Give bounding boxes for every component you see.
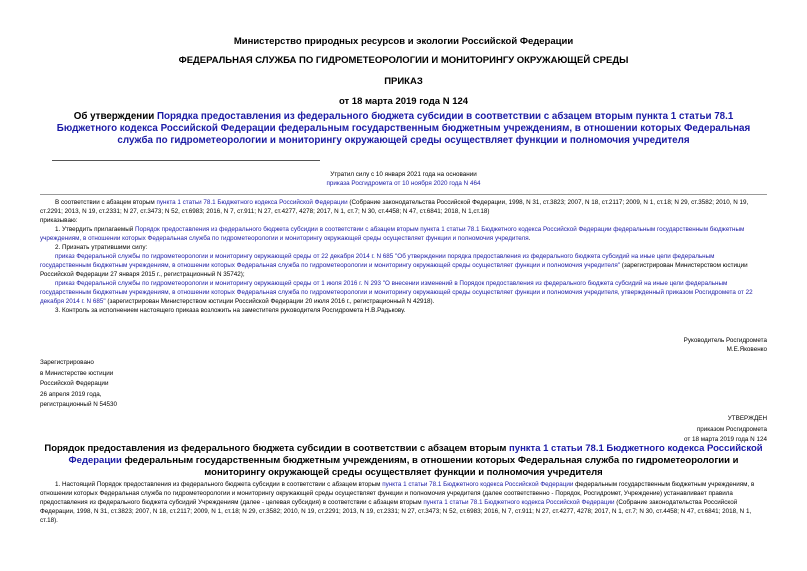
approved-line: приказом Росгидромета [696, 425, 767, 433]
item-2a: приказ Федеральной службы по гидрометеорологии и мониторингу окружающей среды от 22 декабря 2014 г. N 685 "Об утверждении порядка предоставления из федерального бюджета субсидий на иные цели федеральным государственным бюджетным учреждениям, в отношении которых Федеральная служба по гидрометеорологии и мониторингу окружающей среды осуществляет функции и полномочия учредителя" (зарегистрирован Министерством юстиции Российской Федерации 27 января 2015 г., регистрационный N 35742); [40, 253, 748, 278]
approved-line: от 18 марта 2019 года N 124 [683, 436, 767, 443]
status-separator [40, 194, 767, 195]
approved-line: УТВЕРЖДЕН [727, 415, 767, 422]
budget-code-link-3[interactable]: пункта 1 статьи 78.1 Бюджетного кодекса Российской Федерации [423, 499, 615, 506]
title-link[interactable]: Порядка предоставления из федерального бюджета субсидии в соответствии с абзацем вторым пункта 1 статьи 78.1 Бюджетного кодекса Российской Федерации федеральным государственным бюджетным учреждениям, в отношении которых Федеральная служба по гидрометеорологии и мониторингу окружающей среды осуществляет функции и полномочия учредителя [56, 111, 751, 146]
status-line: Утратил силу с 10 января 2021 года на основании [330, 171, 477, 178]
ministry-name: Министерство природных ресурсов и экологии Российской Федерации [233, 36, 574, 47]
budget-code-link[interactable]: пункта 1 статьи 78.1 Бюджетного кодекса Российской Федерации [156, 199, 348, 206]
procedure-paragraph-1: 1. Настоящий Порядок предоставления из федерального бюджета субсидии в соответствии с абзацем вторым пункта 1 статьи 78.1 Бюджетного кодекса Российской Федерации федеральным государственным бюджетным учреждениям, в отношении которых Федеральная служба по гидрометеорологии и мониторингу окружающей среды осуществляет функции и полномочия учредителя (далее соответственно - Порядок, Росгидромет, Учреждение) устанавливает правила предоставления из федерального бюджета субсидий Учреждениям (далее - целевая субсидия) в соответствии с абзацем вторым пункта 1 статьи 78.1 Бюджетного кодекса Российской Федерации (Собрание законодательства Российской Федерации, 1998, N 31, ст.3823; 2007, N 18, ст.2117; 2009, N 1, ст.18; N 29, ст.3582; 2010, N 19, ст.2291; 2013, N 19, ст.2331; N 27, ст.3473; N 52, ст.6983; 2016, N 7, ст.911; N 27, ст.4277, 4278; 2017, N 1, ст.7; N 30, ст.4458; N 47, ст.6841; 2018, N 1, ст.18). [40, 481, 755, 524]
order-293-link[interactable]: приказ Федеральной службы по гидрометеорологии и мониторингу окружающей среды от 1 июля 2016 г. N 293 "О внесении изменений в Порядок предоставления из федерального бюджета субсидий на иные цели федеральным государственным бюджетным учреждениям, в отношении которых Федеральная служба по гидрометеорологии и мониторингу окружающей среды осуществляет функции и полномочия учредителя, утвержденный приказом Росгидромета от 22 декабря 2014 г. N 685" [40, 280, 753, 305]
registration-block [40, 358, 240, 411]
doc-date-number: от 18 марта 2019 года N 124 [338, 96, 469, 107]
procedure-link[interactable]: Порядок предоставления из федерального бюджета субсидии в соответствии с абзацем вторым пункта 1 статьи 78.1 Бюджетного кодекса Российской Федерации федеральным государственным бюджетным учреждениям, в отношении которых Федеральная служба по гидрометеорологии и мониторингу окружающей среды осуществляет функции и полномочия учредителя [40, 226, 745, 242]
procedure-body [40, 480, 767, 525]
preamble-paragraph: В соответствии с абзацем вторым пункта 1 статьи 78.1 Бюджетного кодекса Российской Федерации (Собрание законодательства Российской Федерации, 1998, N 31, ст.3823; 2007, N 18, ст.2117; 2009, N 1, ст.18; N 29, ст.3582; 2010, N 19, ст.2291; 2013, N 19, ст.2331; N 27, ст.3473; N 52, ст.6983; 2016, N 7, ст.911; N 27, ст.4277, 4278; 2017, N 1, ст.7; N 30, ст.4458; N 47, ст.6841; 2018, N 1,ст.18) [40, 199, 749, 215]
title-prefix: Об утверждении [73, 111, 157, 122]
signature-block [540, 336, 767, 354]
status-link[interactable]: приказа Росгидромета от 10 ноября 2020 года N 464 [326, 180, 481, 187]
procedure-title: Порядок предоставления из федерального бюджета субсидии в соответствии с абзацем вторым пункта 1 статьи 78.1 Бюджетного кодекса Российской Федерации федеральным государственным бюджетным учреждениям, в отношении которых Федеральная служба по гидрометеорологии и мониторингу окружающей среды осуществляет функции и полномочия учредителя [44, 443, 763, 478]
item-2b: приказ Федеральной службы по гидрометеорологии и мониторингу окружающей среды от 1 июля 2016 г. N 293 "О внесении изменений в Порядок предоставления из федерального бюджета субсидий на иные цели федеральным государственным бюджетным учреждениям, в отношении которых Федеральная служба по гидрометеорологии и мониторингу окружающей среды осуществляет функции и полномочия учредителя, утвержденный приказом Росгидромета от 22 декабря 2014 г. N 685" (зарегистрирован Министерством юстиции Российской Федерации 20 июля 2016 г., регистрационный N 42918). [40, 280, 753, 305]
approved-block [540, 414, 767, 446]
registration-line: регистрационный N 54530 [40, 401, 118, 408]
agency-name: ФЕДЕРАЛЬНАЯ СЛУЖБА ПО ГИДРОМЕТЕОРОЛОГИИ И МОНИТОРИНГУ ОКРУЖАЮЩЕЙ СРЕДЫ [178, 55, 629, 66]
order-685-link[interactable]: приказ Федеральной службы по гидрометеорологии и мониторингу окружающей среды от 22 декабря 2014 г. N 685 "Об утверждении порядка предоставления из федерального бюджета субсидий на иные цели федеральным государственным бюджетным учреждениям, в отношении которых Федеральная служба по гидрометеорологии и мониторингу окружающей среды осуществляет функции и полномочия учредителя" [40, 253, 715, 269]
item-2: 2. Признать утратившими силу: [55, 244, 148, 251]
registration-line: 26 апреля 2019 года, [40, 390, 102, 398]
registration-line: Российской Федерации [40, 380, 109, 387]
document-title [46, 111, 761, 147]
budget-code-link-2[interactable]: пункта 1 статьи 78.1 Бюджетного кодекса Российской Федерации [382, 481, 574, 488]
signer-name: М.Е.Яковенко [726, 346, 767, 353]
procedure-title-link[interactable]: пункта 1 статьи 78.1 Бюджетного кодекса Российской Федерации [68, 443, 763, 466]
item-1: 1. Утвердить прилагаемый Порядок предоставления из федерального бюджета субсидии в соответствии с абзацем вторым пункта 1 статьи 78.1 Бюджетного кодекса Российской Федерации федеральным государственным бюджетным учреждениям, в отношении которых Федеральная служба по гидрометеорологии и мониторингу окружающей среды осуществляет функции и полномочия учредителя. [40, 226, 745, 242]
separator-line [52, 160, 320, 161]
registration-line: в Министерстве юстиции [40, 369, 114, 377]
status-note [0, 170, 807, 188]
doc-type: ПРИКАЗ [384, 76, 423, 87]
signer-role: Руководитель Росгидромета [683, 337, 767, 344]
registration-line: Зарегистрировано [40, 359, 94, 366]
item-3: 3. Контроль за исполнением настоящего приказа возложить на заместителя руководителя Росгидромета Н.В.Радькову. [55, 307, 406, 314]
order-body [40, 198, 767, 315]
order-word: приказываю: [40, 217, 78, 224]
